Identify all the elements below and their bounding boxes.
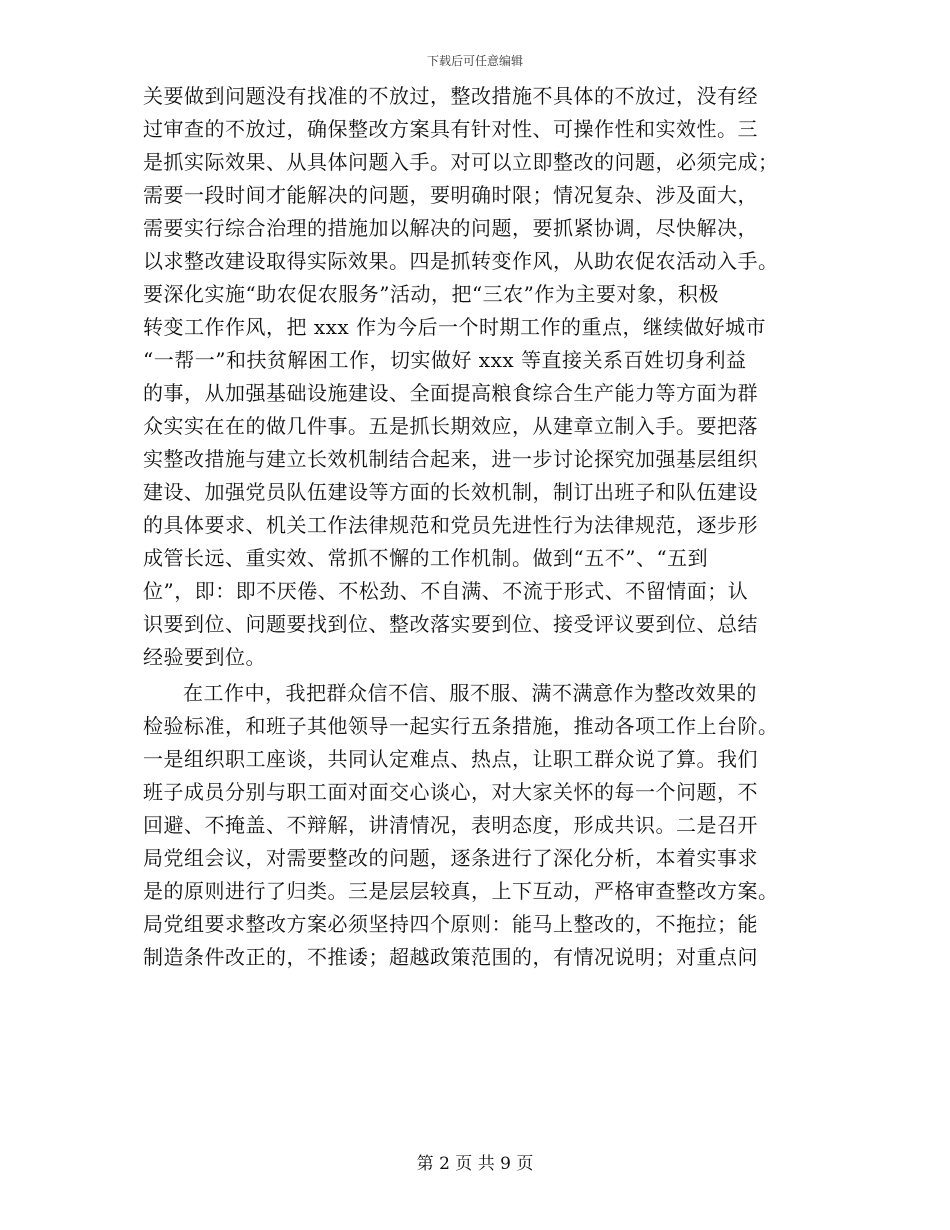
page-number: 第 2 页 共 9 页 <box>416 1154 534 1174</box>
text-line: 过审查的不放过，确保整改方案具有针对性、可操作性和实效性。三 <box>143 117 758 141</box>
text-line: 要深化实施“助农促农服务”活动，把“三农”作为主要对象，积极 <box>143 282 719 306</box>
text-line: 检验标准，和班子其他领导一起实行五条措施，推动各项工作上台阶。 <box>143 714 779 738</box>
text-line: 班子成员分别与职工面对面交心谈心，对大家关怀的每一个问题，不 <box>143 780 758 804</box>
text-line: 是抓实际效果、从具体问题入手。对可以立即整改的问题，必须完成； <box>143 150 779 174</box>
text-line: 局党组会议，对需要整改的问题，逐条进行了深化分析，本着实事求 <box>143 846 758 870</box>
text-line: 制造条件改正的，不推诿；超越政策范围的，有情况说明；对重点问 <box>143 945 758 969</box>
text-line: 的事，从加强基础设施建设、全面提高粮食综合生产能力等方面为群 <box>143 381 758 405</box>
text-line: 回避、不掩盖、不辩解，讲清情况，表明态度，形成共识。二是召开 <box>143 813 758 837</box>
paragraph <box>143 80 807 674</box>
text-line: 众实实在在的做几件事。五是抓长期效应，从建章立制入手。要把落 <box>143 414 758 438</box>
text-line: 经验要到位。 <box>143 645 266 669</box>
text-line: “一帮一”和扶贫解困工作，切实做好 xxx 等直接关系百姓切身利益 <box>143 348 747 372</box>
text-line: 位”，即：即不厌倦、不松劲、不自满、不流于形式、不留情面；认 <box>143 579 749 603</box>
text-line: 需要一段时间才能解决的问题，要明确时限；情况复杂、涉及面大， <box>143 183 758 207</box>
text-line: 是的原则进行了归类。三是层层较真，上下互动，严格审查整改方案。 <box>143 879 779 903</box>
page-header: 下载后可任意编辑 <box>426 54 523 68</box>
text-line: 在工作中，我把群众信不信、服不服、满不满意作为整改效果的 <box>183 681 757 705</box>
text-line: 识要到位、问题要找到位、整改落实要到位、接受评议要到位、总结 <box>143 612 758 636</box>
text-line: 转变工作作风，把 xxx 作为今后一个时期工作的重点，继续做好城市 <box>143 315 767 339</box>
document-body <box>143 80 807 974</box>
text-line: 以求整改建设取得实际效果。四是抓转变作风，从助农促农活动入手。 <box>143 249 779 273</box>
text-line: 一是组织职工座谈，共同认定难点、热点，让职工群众说了算。我们 <box>143 747 758 771</box>
text-line: 需要实行综合治理的措施加以解决的问题，要抓紧协调，尽快解决， <box>143 216 758 240</box>
text-line: 成管长远、重实效、常抓不懈的工作机制。做到“五不”、“五到 <box>143 546 709 570</box>
text-line: 实整改措施与建立长效机制结合起来，进一步讨论探究加强基层组织 <box>143 447 758 471</box>
paragraph <box>143 677 807 974</box>
text-line: 关要做到问题没有找准的不放过，整改措施不具体的不放过，没有经 <box>143 84 758 108</box>
text-line: 建设、加强党员队伍建设等方面的长效机制，制订出班子和队伍建设 <box>143 480 758 504</box>
text-line: 局党组要求整改方案必须坚持四个原则：能马上整改的，不拖拉；能 <box>143 912 758 936</box>
text-line: 的具体要求、机关工作法律规范和党员先进性行为法律规范，逐步形 <box>143 513 758 537</box>
